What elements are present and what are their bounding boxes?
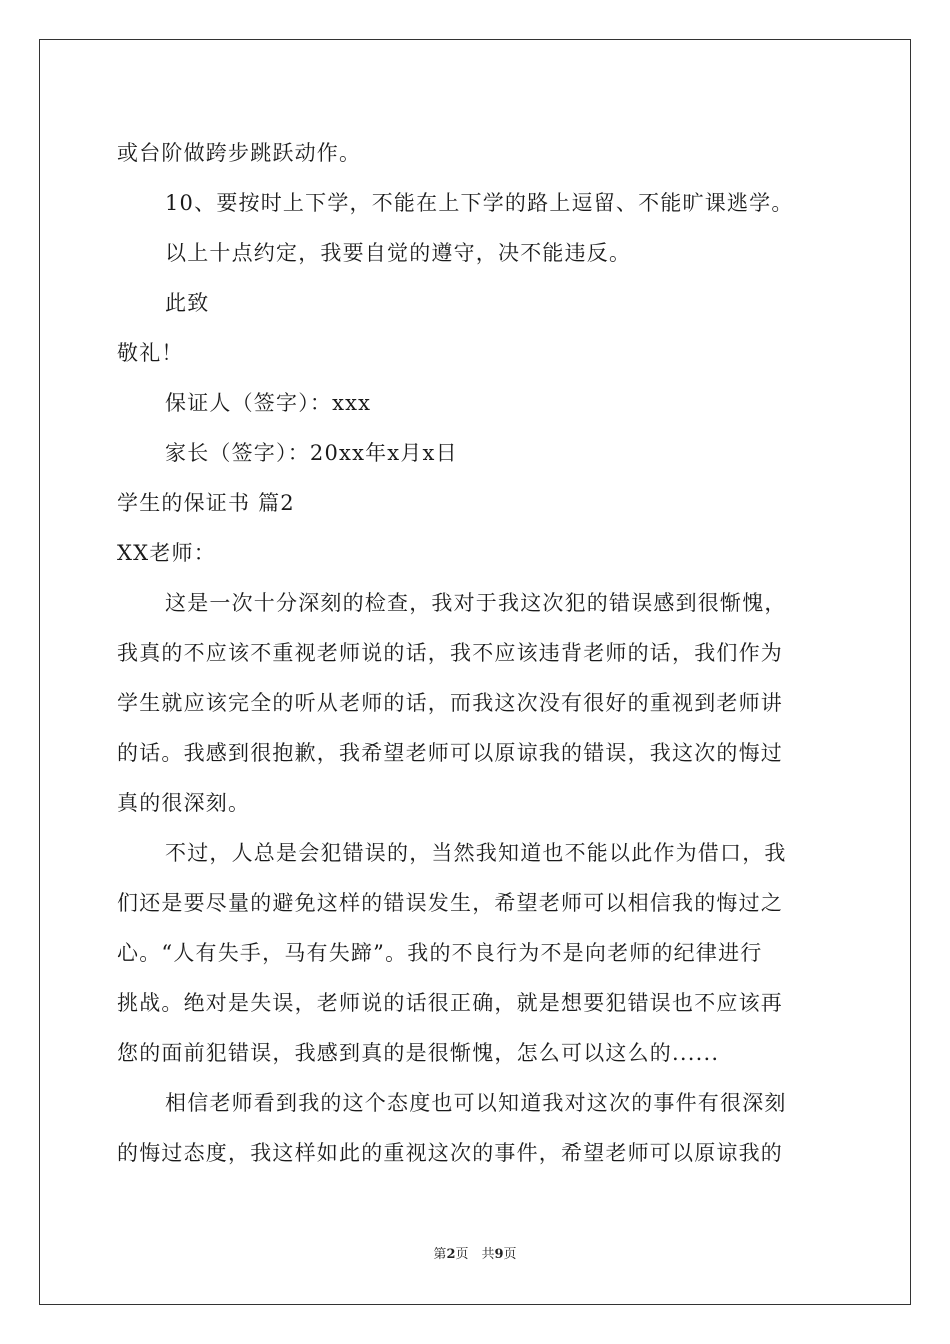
text-line: XX老师： xyxy=(117,541,216,565)
text-line: 不过，人总是会犯错误的，当然我知道也不能以此作为借口，我 xyxy=(165,841,787,865)
text-line: 相信老师看到我的这个态度也可以知道我对这次的事件有很深刻 xyxy=(165,1091,787,1115)
footer-mid: 页 共 xyxy=(455,1247,495,1262)
text-line: 挑战。绝对是失误，老师说的话很正确，就是想要犯错误也不应该再 xyxy=(117,991,783,1015)
page-footer xyxy=(0,1246,950,1264)
footer-suffix: 页 xyxy=(503,1247,517,1262)
text-line: 您的面前犯错误，我感到真的是很惭愧，怎么可以这么的...... xyxy=(117,1041,720,1065)
text-line: 敬礼！ xyxy=(117,341,184,365)
text-line: 家长（签字）：20xx年x月x日 xyxy=(165,441,458,465)
text-line: 以上十点约定，我要自觉的遵守，决不能违反。 xyxy=(165,241,632,265)
text-line: 保证人（签字）：xxx xyxy=(165,391,372,415)
text-line: 我真的不应该不重视老师说的话，我不应该违背老师的话，我们作为 xyxy=(117,641,783,665)
text-line: 真的很深刻。 xyxy=(117,791,251,815)
text-line: 此致 xyxy=(165,291,210,315)
current-page-number: 2 xyxy=(446,1247,456,1262)
text-line: 或台阶做跨步跳跃动作。 xyxy=(117,141,362,165)
text-line: 的悔过态度，我这样如此的重视这次的事件，希望老师可以原谅我的 xyxy=(117,1141,783,1165)
document-body xyxy=(117,128,833,1178)
text-line: 的话。我感到很抱歉，我希望老师可以原谅我的错误，我这次的悔过 xyxy=(117,741,783,765)
text-line: 学生的保证书 篇2 xyxy=(117,491,295,515)
text-line: 学生就应该完全的听从老师的话，而我这次没有很好的重视到老师讲 xyxy=(117,691,783,715)
text-line: 们还是要尽量的避免这样的错误发生，希望老师可以相信我的悔过之 xyxy=(117,891,783,915)
text-line: 心。“人有失手，马有失蹄”。我的不良行为不是向老师的纪律进行 xyxy=(117,941,763,965)
text-line: 这是一次十分深刻的检查，我对于我这次犯的错误感到很惭愧， xyxy=(165,591,787,615)
footer-prefix: 第 xyxy=(433,1247,447,1262)
total-page-number: 9 xyxy=(494,1247,504,1262)
text-line: 10、要按时上下学，不能在上下学的路上逗留、不能旷课逃学。 xyxy=(165,191,794,215)
